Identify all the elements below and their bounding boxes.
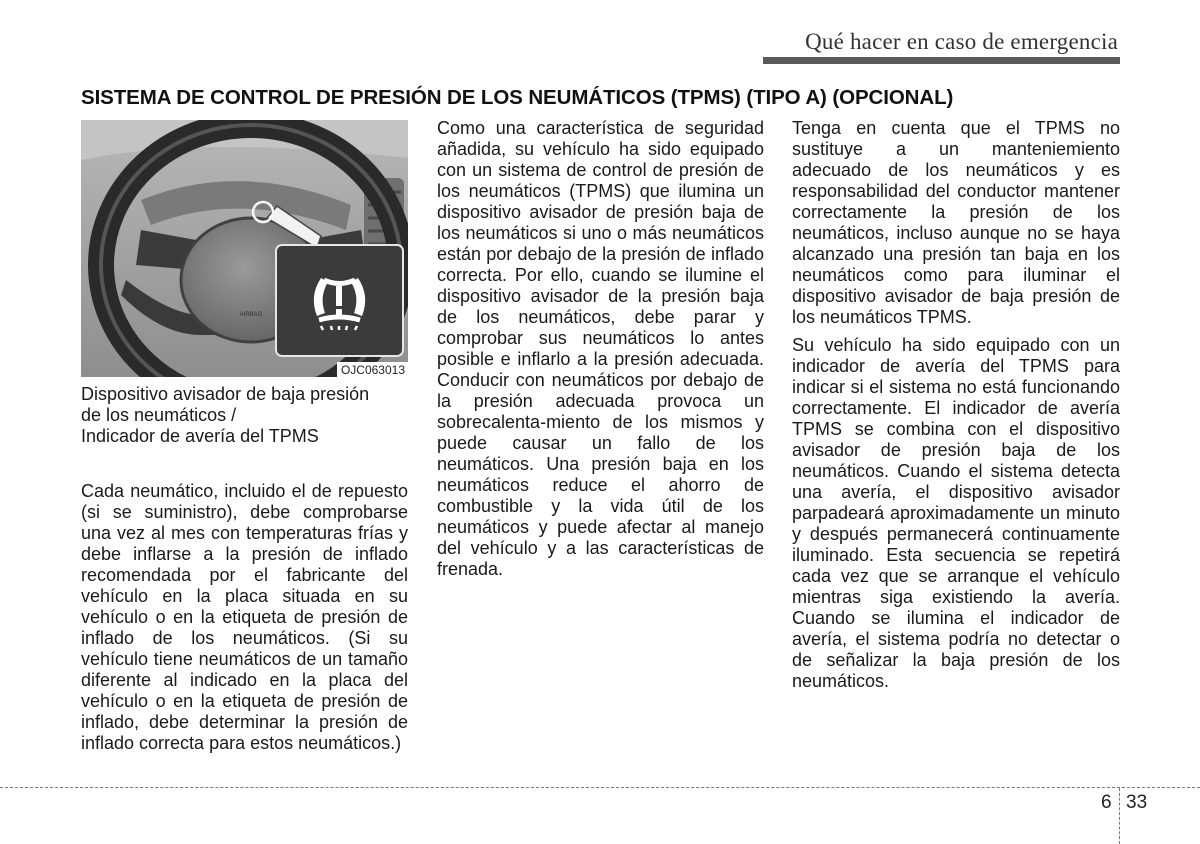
- header-bar: [763, 57, 1120, 64]
- caption-line: Dispositivo avisador de baja presión: [81, 384, 370, 404]
- steering-wheel-illustration: [81, 120, 408, 377]
- column-3: [792, 118, 1120, 692]
- chapter-number: 6: [1101, 792, 1112, 813]
- caption-line: Indicador de avería del TPMS: [81, 426, 319, 446]
- paragraph-malfunction-indicator: Su vehículo ha sido equipado con un indicador de avería del TPMS para indicar si el sistema no está funcionando correctamente. El indicador de avería TPMS se combina con el dispositivo avisador de presión baja de los neumáticos. Cuando el sistema detecta una avería, el dispositivo avisador parpadeará aproximadamente un minuto y después permanecerá continuamente iluminado. Esta secuencia se repetirá cada vez que se arranque el vehículo mientras siga existiendo la avería. Cuando se ilumina el indicador de avería, el sistema podría no detectar o de señalizar la baja presión de los neumáticos.: [792, 335, 1120, 691]
- column-1: [81, 481, 408, 754]
- tpms-warning-icon: [276, 245, 403, 356]
- footer-divider: [0, 787, 1200, 788]
- footer-vertical-divider: [1119, 788, 1120, 844]
- column-2: [437, 118, 764, 580]
- dashboard-figure: [81, 120, 408, 377]
- paragraph-monthly-check: Cada neumático, incluido el de repuesto (si se suministro), debe comprobarse una vez al mes con temperaturas frías y debe inflarse a la presión de inflado recomendada por el fabricante del vehículo en la placa situada en su vehículo o en la etiqueta de presión de inflado de los neumáticos. (Si su vehículo tiene neumáticos de un tamaño diferente al indicado en la placa del vehículo o en la etiqueta de presión de inflado, debe determinar la presión de inflado correcta para estos neumáticos.): [81, 481, 408, 753]
- paragraph-tpms-intro: Como una característica de seguridad añadida, su vehículo ha sido equipado con un sistema de control de presión de los neumáticos (TPMS) que ilumina un dispositivo avisador de presión baja de los neumáticos si uno o más neumáticos están por debajo de la presión de inflado correcta. Por ello, cuando se ilumine el dispositivo avisador de la presión baja de los neumáticos, debe parar y comprobar sus neumáticos lo antes posible e inflarlo a la presión adecuada. Conducir con neumáticos por debajo de la presión adecuada provoca un sobrecalenta-miento de los mismos y puede causar un fallo de los neumáticos. Una presión baja en los neumáticos reduce el ahorro de combustible y la vida útil de los neumáticos y puede afectar al manejo del vehículo y a las características de frenada.: [437, 118, 764, 579]
- paragraph-maintenance-note: Tenga en cuenta que el TPMS no sustituye a un manteniemiento adecuado de los neumáticos y es responsabilidad del conductor mantener correctamente la presión de los neumáticos, incluso aunque no se haya alcanzado una presión tan baja en los neumáticos como para iluminar el dispositivo avisador de baja presión de los neumáticos TPMS.: [792, 118, 1120, 327]
- page-number: 33: [1126, 792, 1148, 813]
- airbag-label: AIRBAG: [239, 312, 263, 318]
- figure-caption: [81, 384, 408, 447]
- running-header: Qué hacer en caso de emergencia: [805, 29, 1118, 54]
- section-title: SISTEMA DE CONTROL DE PRESIÓN DE LOS NEUMÁTICOS (TPMS) (TIPO A) (OPCIONAL): [81, 86, 954, 109]
- figure-code: OJC063013: [337, 362, 408, 377]
- caption-line: de los neumáticos /: [81, 405, 237, 425]
